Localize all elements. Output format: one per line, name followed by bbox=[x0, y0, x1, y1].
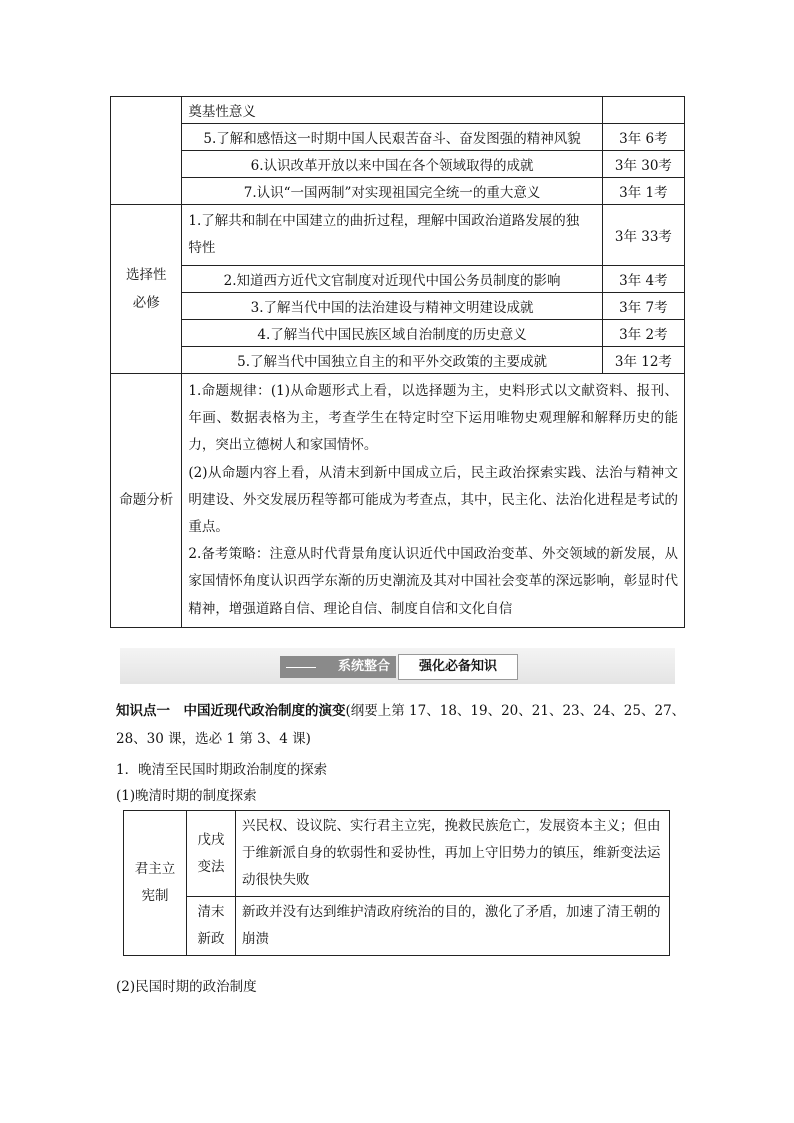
knowledge-title-bold: 知识点一 中国近现代政治制度的演变 bbox=[116, 703, 346, 719]
name-label: 新政 bbox=[197, 931, 225, 947]
content-line: 1.了解共和制在中国建立的曲折过程，理解中国政治道路发展的独 bbox=[188, 213, 580, 229]
analysis-paragraph: 1.命题规律：(1)从命题形式上看，以选择题为主，史料形式以文献资料、报刊、年画、数据表格为主，考查学生在特定时空下运用唯物史观理解和解释历史的能力，突出立德树人和家国情怀。 bbox=[188, 383, 678, 454]
banner-right-label: 强化必备知识 bbox=[398, 654, 518, 680]
knowledge-title-rest: (纲要上第 17、18、19、20、21、23、24、25、27、 bbox=[345, 703, 686, 719]
heading-1: 1．晚清至民国时期政治制度的探索 bbox=[116, 762, 328, 778]
count-cell: 3年 30考 bbox=[602, 151, 684, 178]
content-cell bbox=[182, 205, 602, 266]
banner-left-label: 系统整合 bbox=[280, 656, 396, 678]
content-cell: 3.了解当代中国的法治建设与精神文明建设成就 bbox=[182, 293, 602, 320]
name-label: 清末 bbox=[197, 904, 225, 920]
table-row bbox=[111, 347, 685, 374]
content-cell: 7.认识“一国两制”对实现祖国完全统一的重大意义 bbox=[182, 178, 602, 205]
table-row bbox=[124, 811, 670, 897]
analysis-paragraph: (2)从命题内容上看，从清末到新中国成立后，民主政治探索实践、法治与精神文明建设、外交发展历程等都可能成为考查点，其中，民主化、法治化进程是考试的重点。 bbox=[188, 464, 678, 536]
count-cell: 3年 2考 bbox=[602, 320, 684, 347]
subheading: (1)晚清时期的制度探索 bbox=[116, 788, 257, 804]
name-cell bbox=[187, 811, 236, 897]
content-line: 特性 bbox=[188, 240, 216, 256]
section-label-cell: 命题分析 bbox=[111, 374, 182, 628]
table-row bbox=[111, 320, 685, 347]
table-row bbox=[111, 178, 685, 205]
table-row bbox=[111, 205, 685, 266]
section-label-cell bbox=[111, 97, 182, 205]
analysis-paragraph: 2.备考策略：注意从时代背景角度认识近代中国政治变革、外交领域的新发展，从家国情怀角度认识西学东渐的历史潮流及其对中国社会变革的深远影响，彰显时代精神，增强道路自信、理论自信、制度自信和文化自信 bbox=[188, 546, 678, 617]
table-row bbox=[111, 266, 685, 293]
content-cell: 5.了解当代中国独立自主的和平外交政策的主要成就 bbox=[182, 347, 602, 374]
knowledge-title bbox=[116, 699, 685, 719]
group-cell bbox=[124, 811, 187, 956]
count-cell bbox=[602, 97, 684, 124]
name-cell bbox=[187, 897, 236, 956]
table-row bbox=[124, 897, 670, 956]
reform-table bbox=[123, 810, 670, 956]
content-cell: 奠基性意义 bbox=[182, 97, 602, 124]
table-row bbox=[111, 124, 685, 151]
name-label: 戊戌 bbox=[197, 831, 225, 848]
analysis-cell bbox=[182, 374, 685, 628]
table-row bbox=[111, 374, 685, 628]
text-cell: 兴民权、设议院、实行君主立宪，挽救民族危亡，发展资本主义；但由于维新派自身的软弱性和妥协性，再加上守旧势力的镇压，维新变法运动很快失败 bbox=[236, 811, 670, 897]
group-label: 宪制 bbox=[141, 888, 169, 904]
text-cell: 新政并没有达到维护清政府统治的目的，激化了矛盾，加速了清王朝的崩溃 bbox=[236, 897, 670, 956]
count-cell: 3年 1考 bbox=[602, 178, 684, 205]
banner-dash-line bbox=[286, 667, 316, 668]
table-row bbox=[111, 293, 685, 320]
section-label-cell bbox=[111, 205, 182, 374]
count-cell: 3年 7考 bbox=[602, 293, 684, 320]
count-cell: 3年 6考 bbox=[602, 124, 684, 151]
knowledge-title-line2: 28、30 课，选必 1 第 3、4 课) bbox=[116, 731, 311, 747]
section-label: 选择性 bbox=[125, 267, 167, 283]
content-cell: 2.知道西方近代文官制度对近现代中国公务员制度的影响 bbox=[182, 266, 602, 293]
count-cell: 3年 12考 bbox=[602, 347, 684, 374]
table-row bbox=[111, 151, 685, 178]
section-label: 必修 bbox=[132, 295, 160, 311]
group-label: 君主立 bbox=[134, 861, 176, 877]
curriculum-table bbox=[110, 96, 685, 628]
content-cell: 6.认识改革开放以来中国在各个领域取得的成就 bbox=[182, 151, 602, 178]
table-row bbox=[111, 97, 685, 124]
count-cell: 3年 4考 bbox=[602, 266, 684, 293]
subheading: (2)民国时期的政治制度 bbox=[116, 979, 257, 995]
count-cell: 3年 33考 bbox=[602, 205, 684, 266]
content-cell: 4.了解当代中国民族区域自治制度的历史意义 bbox=[182, 320, 602, 347]
name-label: 变法 bbox=[197, 858, 225, 875]
content-cell: 5.了解和感悟这一时期中国人民艰苦奋斗、奋发图强的精神风貌 bbox=[182, 124, 602, 151]
